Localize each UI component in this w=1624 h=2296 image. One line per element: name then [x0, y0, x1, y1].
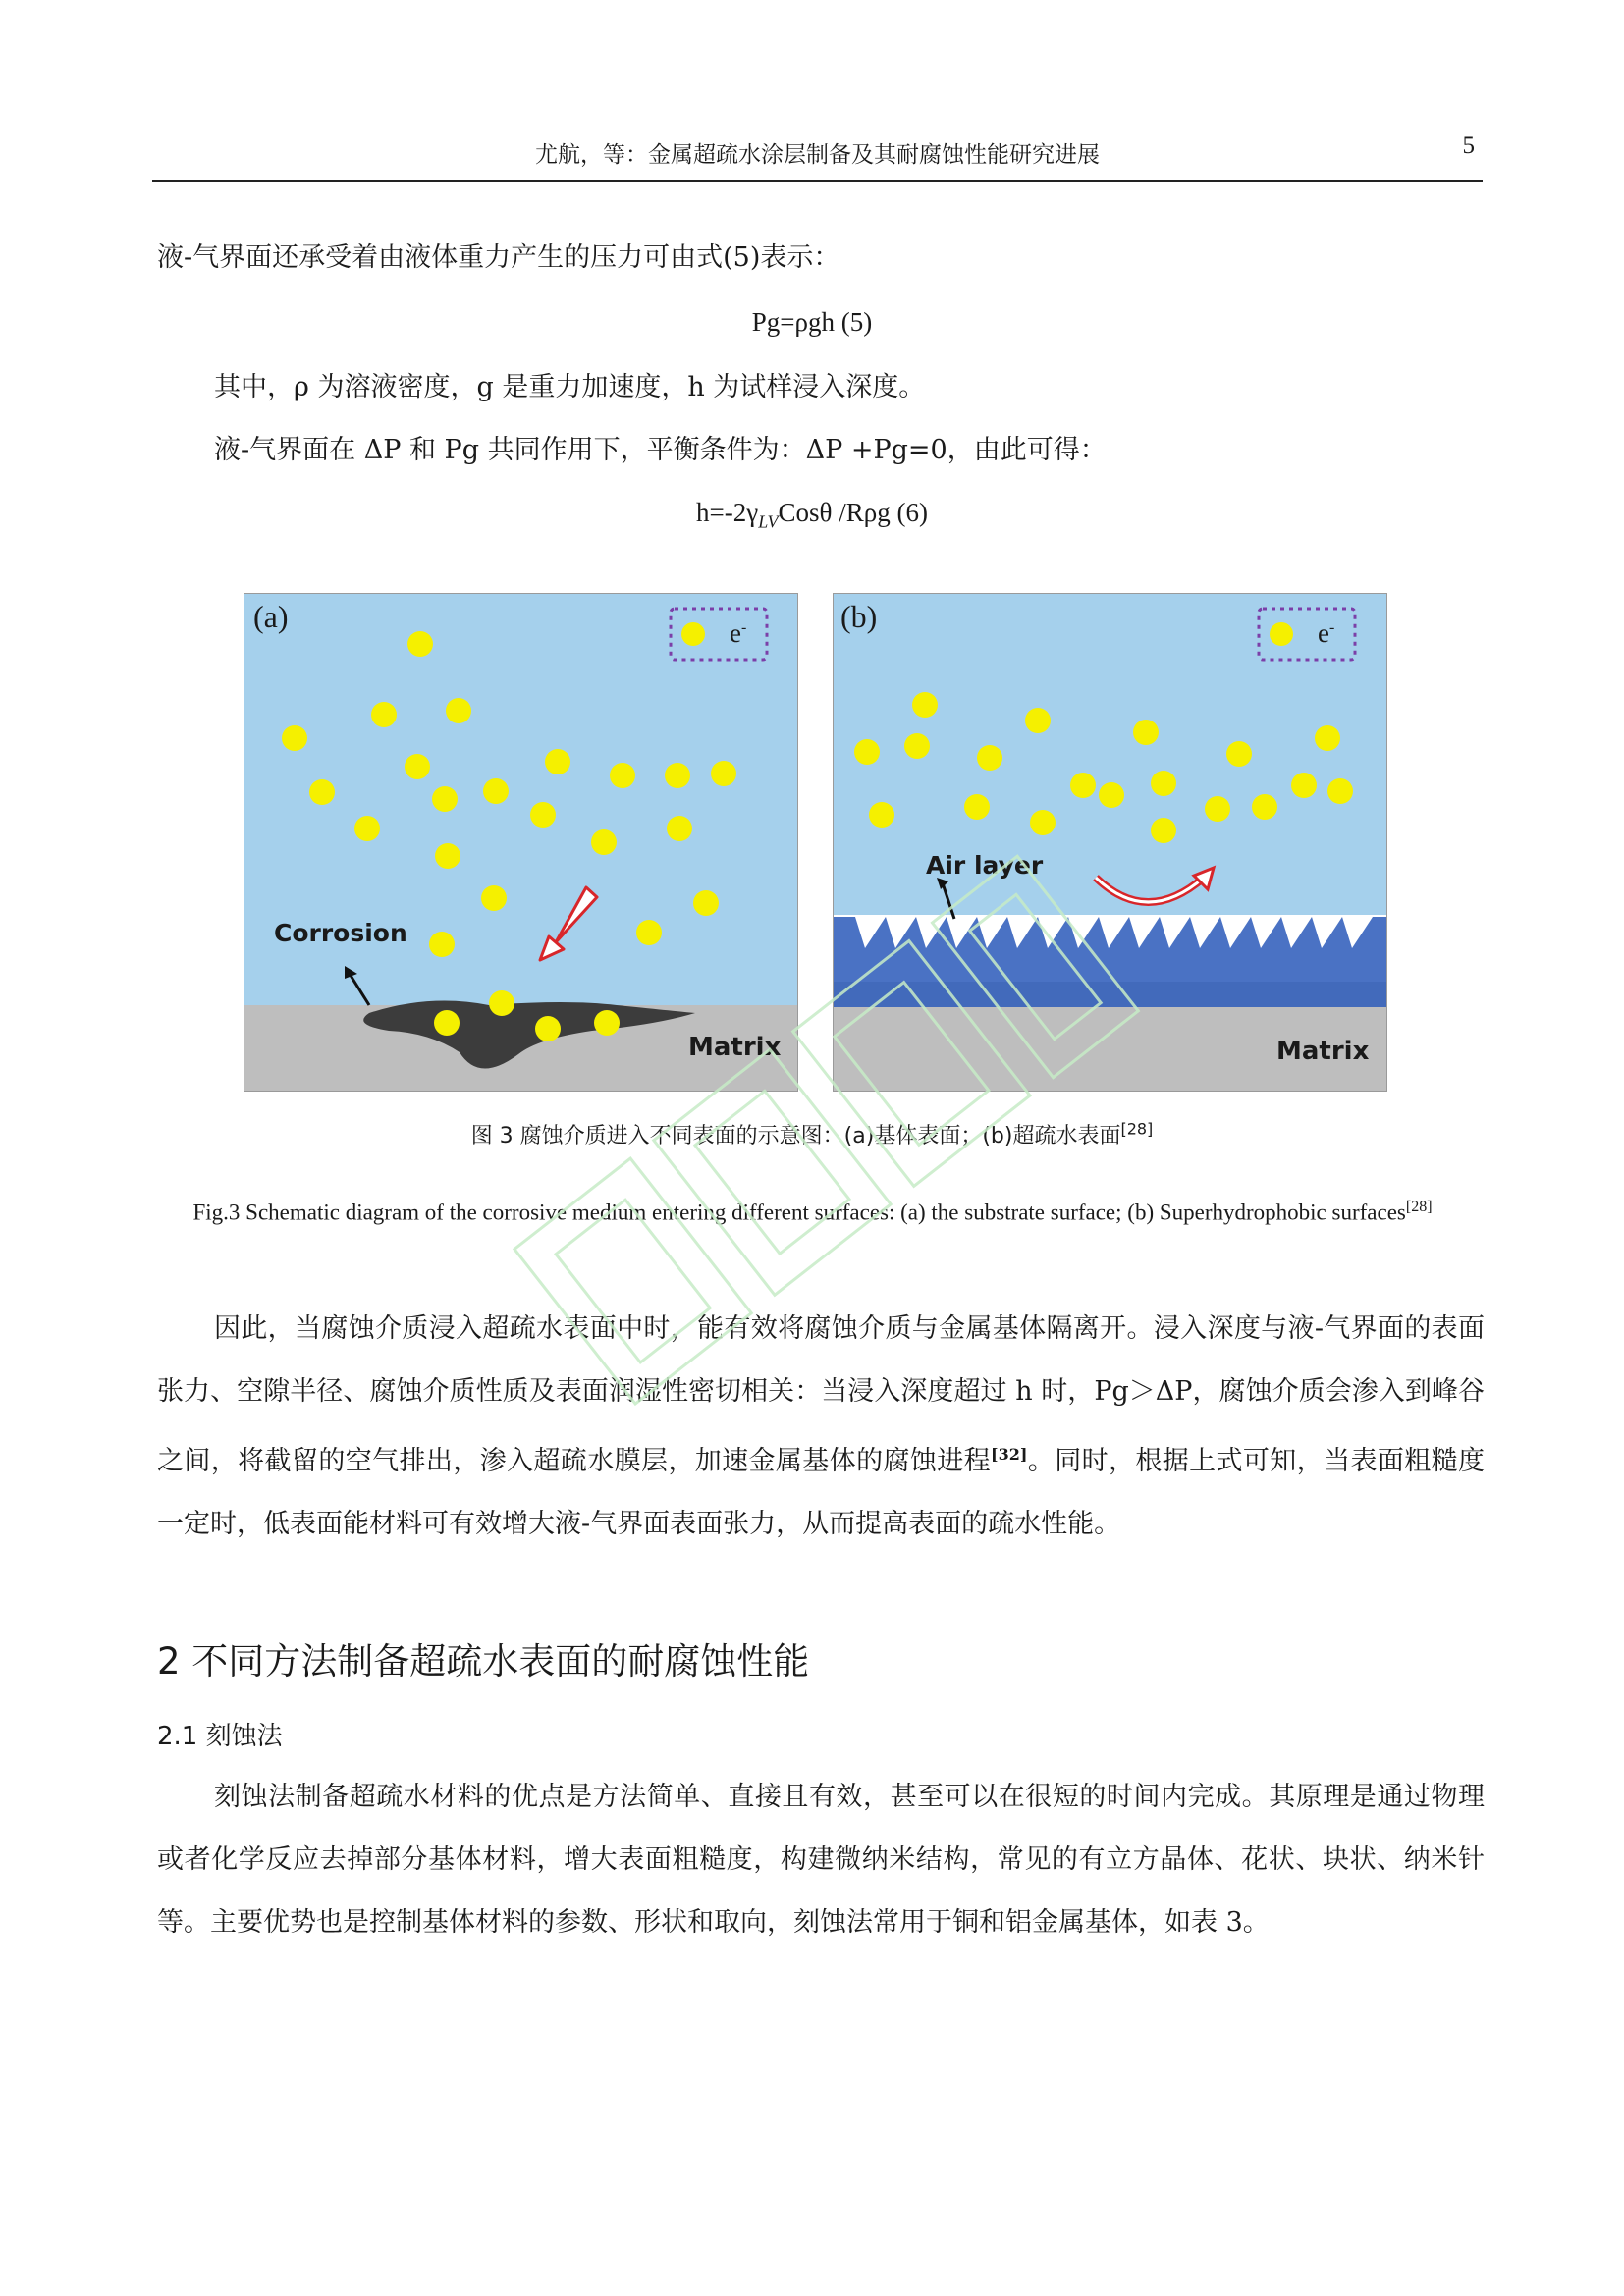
legend-text: e: [1318, 618, 1329, 648]
panel-a-tag: (a): [253, 599, 289, 634]
eq6-part: Cosθ /Rρg (6): [778, 498, 928, 527]
running-header: [152, 131, 1483, 182]
citation-ref: [32]: [991, 1445, 1028, 1464]
page-number: 5: [1462, 133, 1475, 159]
legend-electron-label: [1318, 618, 1334, 649]
electron-icon: [1270, 622, 1293, 646]
eq6-part: h=-2γ: [696, 498, 759, 527]
paragraph-2: 其中，ρ 为溶液密度，g 是重力加速度，h 为试样浸入深度。: [214, 372, 926, 402]
legend-electron-label: [730, 618, 746, 649]
corrosion-label: Corrosion: [274, 919, 407, 947]
section-heading-2: 2 不同方法制备超疏水表面的耐腐蚀性能: [157, 1640, 810, 1682]
eq6-subscript: LV: [758, 511, 779, 532]
equation-6: [0, 498, 1624, 532]
section-heading-2-1: 2.1 刻蚀法: [157, 1722, 283, 1751]
caption-cn-text: 图 3 腐蚀介质进入不同表面的示意图：(a)基体表面；(b)超疏水表面: [470, 1124, 1121, 1148]
caption-en-ref: [28]: [1405, 1199, 1433, 1215]
equation-5: Pg=ρgh (5): [751, 307, 873, 337]
watermark-logo: [461, 707, 1208, 1590]
matrix-label-a: Matrix: [688, 1033, 782, 1062]
p4-text: 因此，当腐蚀介质浸入超疏水表面中时，能有效将腐蚀介质与金属基体隔离开。浸入深度与液-气界面的表面张力、空隙半径、腐蚀介质性质及表面润湿性密切相关：当浸入深度超过 h 时，Pg＞ΔP，腐蚀介质会渗入到峰谷之间，将截留的空气排出，渗入超疏水膜层，加速金属基体的腐蚀进程: [157, 1313, 1485, 1476]
paragraph-5: 刻蚀法制备超疏水材料的优点是方法简单、直接且有效，甚至可以在很短的时间内完成。其原理是通过物理或者化学反应去掉部分基体材料，增大表面粗糙度，构建微纳米结构，常见的有立方晶体、花状、块状、纳米针等。主要优势也是控制基体材料的参数、形状和取向，刻蚀法常用于铜和铝金属基体，如表 3。: [157, 1782, 1485, 1938]
legend-sup: -: [740, 619, 747, 636]
header-title: 尤航，等：金属超疏水涂层制备及其耐腐蚀性能研究进展: [535, 142, 1100, 168]
matrix-label-b: Matrix: [1276, 1037, 1370, 1066]
paragraph-3: 液-气界面在 ΔP 和 Pg 共同作用下，平衡条件为：ΔP +Pg=0，由此可得：: [214, 435, 1107, 465]
caption-cn-ref: [28]: [1120, 1119, 1154, 1139]
air-layer-label: Air layer: [926, 851, 1044, 880]
panel-b-tag: (b): [840, 599, 878, 634]
paragraph-1: 液-气界面还承受着由液体重力产生的压力可由式(5)表示：: [157, 242, 840, 273]
legend-sup: -: [1328, 619, 1335, 636]
electron-icon: [681, 622, 705, 646]
legend-text: e: [730, 618, 741, 648]
caption-en-text: Fig.3 Schematic diagram of the corrosive medium entering different surfaces: (a) the substrate surface; (b) Superhydrophobic surfaces: [192, 1200, 1406, 1225]
p4-text: 。同时，根据上式可知，当表面粗糙度一定时，低表面能材料可有效增大液-气界面表面张力，从而提高表面的疏水性能。: [157, 1446, 1486, 1539]
